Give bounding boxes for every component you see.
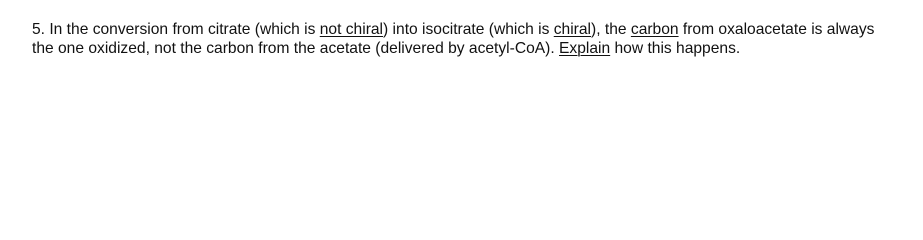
question-text-part: ), the — [591, 21, 631, 38]
question-text-part: ) into isocitrate (which is — [383, 21, 554, 38]
question-text-part: In the conversion from citrate (which is — [45, 21, 320, 38]
question-text-part: from oxaloacetate is always the one oxidized, not the carbon from the acetate (delivered by acetyl-CoA). — [32, 21, 875, 57]
underlined-explain: Explain — [559, 40, 611, 57]
question-number: 5. — [32, 21, 46, 38]
question-text-part: how this happens. — [610, 40, 741, 57]
underlined-chiral: chiral — [553, 21, 592, 38]
question-text — [32, 20, 892, 58]
underlined-not-chiral: not chiral — [319, 21, 384, 38]
underlined-carbon: carbon — [630, 21, 679, 38]
